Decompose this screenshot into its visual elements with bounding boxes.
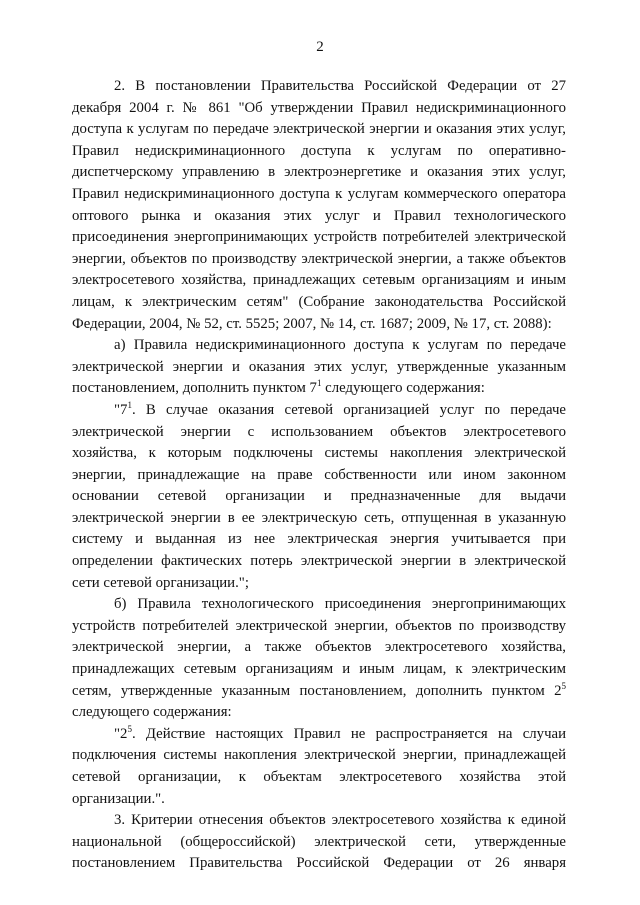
paragraph-p3	[72, 810, 566, 875]
paragraph-p2b	[72, 594, 566, 724]
paragraph-p7-1	[72, 400, 566, 594]
paragraph-text: б) Правила технологического присоединения энергопринимающих устройств потребителей электрической энергии, объектов по производству электрической энергии, а также объектов электросетевого хозяйства, принадлежащих сетевым организациям и иным лицам, к электрическим сетям, утвержденные указанным постановлением, дополнить пунктом 2	[72, 596, 566, 699]
paragraph-p2	[72, 76, 566, 335]
paragraph-text: а) Правила недискриминационного доступа к услугам по передаче электрической энергии и оказания этих услуг, утвержденные указанным постановлением, дополнить пунктом 7	[72, 337, 566, 397]
superscript: 1	[127, 399, 132, 410]
paragraph-text: . Действие настоящих Правил не распространяется на случаи подключения системы накопления электрической энергии, принадлежащей сетевой организации, к объектам электросетевого хозяйства этой организации.".	[72, 725, 566, 807]
paragraph-text: . В случае оказания сетевой организацией услуг по передаче электрической энергии с использованием объектов электросетевого хозяйства, к которым подключены системы накопления электрической энергии, принадлежащие на праве собственности или ином законном основании сетевой организации и предназначенные для выдачи электрической энергии в ее электрическую сеть, отпущенная в указанную систему и выданная из нее электрическая энергия учитывается при определении фактических потерь электрической энергии в электрической сети сетевой организации.";	[72, 401, 566, 591]
paragraph-text: 3. Критерии отнесения объектов электросетевого хозяйства к единой национальной (общероссийской) электрической сети, утвержденные постановлением Правительства Российской Федерации от 26 января	[72, 812, 566, 872]
superscript: 5	[561, 680, 566, 691]
paragraph-p2a	[72, 335, 566, 400]
paragraph-text: следующего содержания:	[72, 704, 232, 721]
paragraph-text: "2	[114, 725, 128, 742]
page-number: 2	[316, 39, 324, 55]
paragraph-text: 2. В постановлении Правительства Российской Федерации от 27 декабря 2004 г. № 861 "Об утверждении Правил недискриминационного доступа к услугам по передаче электрической энергии и оказания этих услуг, Правил недискриминационного доступа к услугам по оперативно-диспетчерскому управлению в электроэнергетике и оказания этих услуг, Правил недискриминационного доступа к услугам коммерческого оператора оптового рынка и оказания этих услуг и Правил технологического присоединения энергопринимающих устройств потребителей электрической энергии, объектов по производству электрической энергии, а также объектов электросетевого хозяйства, принадлежащих сетевым организациям и иным лицам, к электрическим сетям" (Собрание законодательства Российской Федерации, 2004, № 52, ст. 5525; 2007, № 14, ст. 1687; 2009, № 17, ст. 2088):	[72, 78, 566, 332]
paragraph-p2-5	[72, 724, 566, 810]
document-body	[72, 76, 566, 875]
paragraph-text: "7	[114, 401, 128, 418]
paragraph-text: следующего содержания:	[321, 380, 485, 397]
superscript: 5	[127, 723, 132, 734]
superscript: 1	[316, 378, 322, 389]
